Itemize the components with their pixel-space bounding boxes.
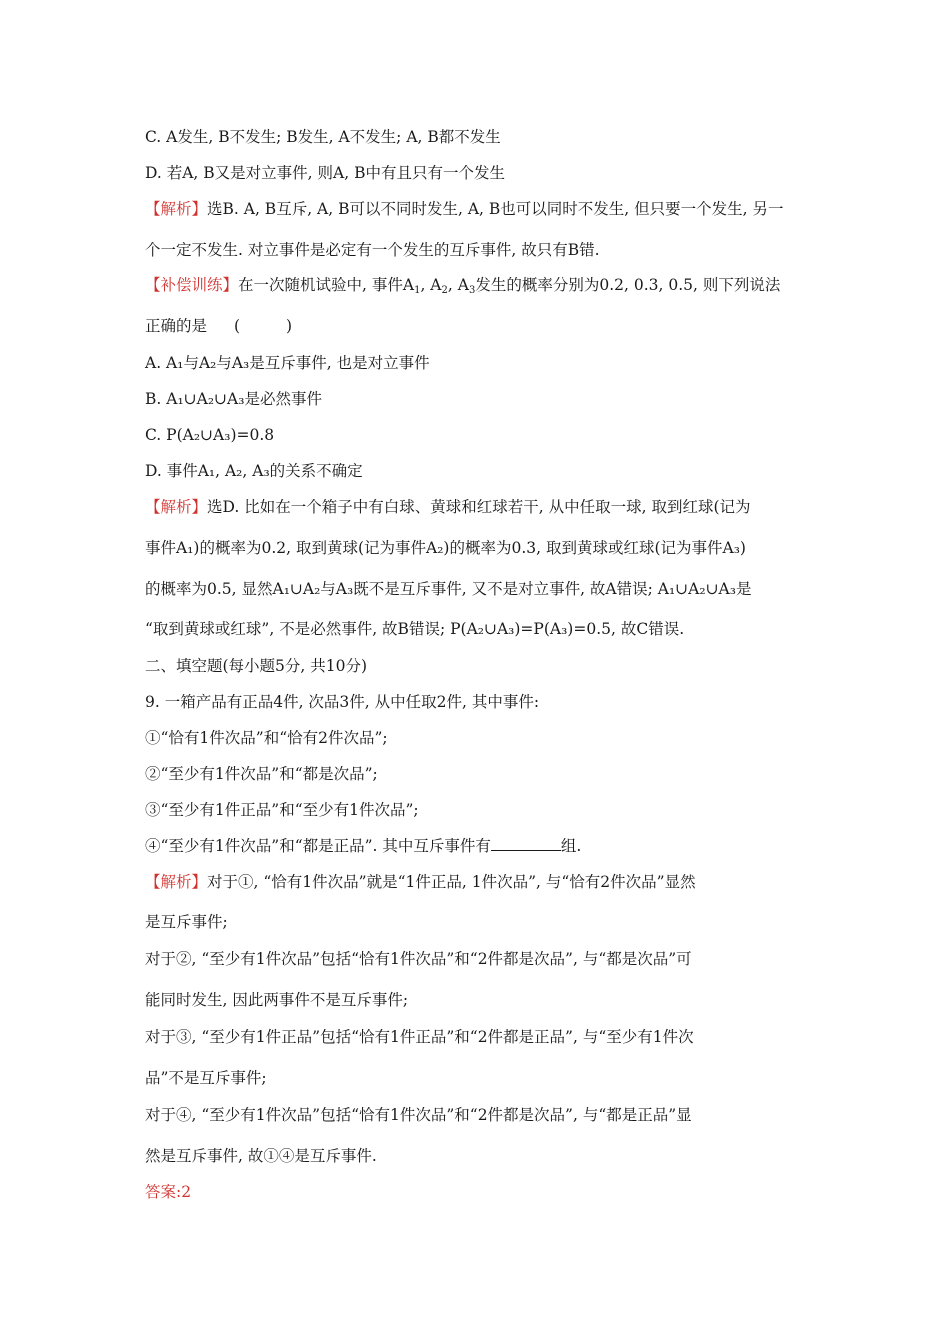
question-9-analysis xyxy=(145,872,810,892)
analysis-tag: 【解析】 xyxy=(145,200,208,218)
analysis-text-line: “取到黄球或红球”, 不是必然事件, 故B错误; P(A₂∪A₃)=P(A₃)=0.5, 故C错误. xyxy=(145,620,685,638)
supplement-stem-line2 xyxy=(145,316,810,336)
answer-paren-open: ( xyxy=(233,317,241,335)
option-c: C. A发生, B不发生; B发生, A不发生; A, B都不发生 xyxy=(145,128,501,146)
analysis-text-line: 事件A₁)的概率为0.2, 取到黄球(记为事件A₂)的概率为0.3, 取到黄球或红球(记为事件A₃) xyxy=(145,539,746,557)
supplement-stem: 【补偿训练】在一次随机试验中, 事件$A_1$, $A_2$, $A_3$发生的概率分别为0.2, 0.3, 0.5, 则下列说法 xyxy=(145,276,781,296)
analysis-text: 选B. A, B互斥, A, B可以不同时发生, A, B也可以同时不发生, 但只要一个发生, 另一 xyxy=(207,200,784,218)
subscript: 2 xyxy=(441,285,448,296)
subscript: 1 xyxy=(414,285,421,296)
item-text: 组. xyxy=(560,837,582,855)
question-9-item-4 xyxy=(145,836,810,856)
analysis-text: 对于①, “恰有1件次品”就是“1件正品, 1件次品”, 与“恰有2件次品”显然 xyxy=(207,873,696,891)
supplement-text: 在一次随机试验中, 事件A xyxy=(238,276,415,294)
analysis-text-line: 的概率为0.5, 显然A₁∪A₂与A₃既不是互斥事件, 又不是对立事件, 故A错误; A₁∪A₂∪A₃是 xyxy=(145,580,752,598)
question-9-stem: 9. 一箱产品有正品4件, 次品3件, 从中任取2件, 其中事件: xyxy=(145,693,540,711)
question-9-item-3: ③“至少有1件正品”和“至少有1件次品”; xyxy=(145,801,419,819)
supplement-option-a: A. A₁与A₂与A₃是互斥事件, 也是对立事件 xyxy=(145,354,430,372)
supplement-analysis xyxy=(145,497,810,517)
question-9-item-2: ②“至少有1件次品”和“都是次品”; xyxy=(145,765,378,783)
analysis-text-line: 对于③, “至少有1件正品”包括“恰有1件正品”和“2件都是正品”, 与“至少有1件次 xyxy=(145,1028,694,1046)
analysis-text-line: 能同时发生, 因此两事件不是互斥事件; xyxy=(145,991,409,1009)
option-d: D. 若A, B又是对立事件, 则A, B中有且只有一个发生 xyxy=(145,164,505,182)
analysis-text-line: 对于②, “至少有1件次品”包括“恰有1件次品”和“2件都是次品”, 与“都是次品”可 xyxy=(145,950,692,968)
supplement-option-c: C. P(A₂∪A₃)=0.8 xyxy=(145,426,275,444)
supplement-text: 发生的概率分别为0.2, 0.3, 0.5, 则下列说法 xyxy=(475,276,781,294)
answer: 答案:2 xyxy=(145,1183,192,1201)
analysis-tag: 【解析】 xyxy=(145,498,208,516)
subscript: 3 xyxy=(468,285,476,296)
analysis-text-line: 个一定不发生. 对立事件是必定有一个发生的互斥事件, 故只有B错. xyxy=(145,241,600,259)
supplement-text: 正确的是 xyxy=(145,317,208,335)
answer-paren-close: ) xyxy=(286,317,293,335)
supplement-option-b: B. A₁∪A₂∪A₃是必然事件 xyxy=(145,390,322,408)
analysis-paragraph xyxy=(145,199,810,219)
analysis-text: 选D. 比如在一个箱子中有白球、黄球和红球若干, 从中任取一球, 取到红球(记为 xyxy=(207,498,751,516)
item-text: ④“至少有1件次品”和“都是正品”. 其中互斥事件有 xyxy=(145,837,491,855)
analysis-text-line: 品”不是互斥事件; xyxy=(145,1069,267,1087)
section-title: 二、填空题(每小题5分, 共10分) xyxy=(145,657,368,675)
analysis-text-line: 对于④, “至少有1件次品”包括“恰有1件次品”和“2件都是次品”, 与“都是正品”显 xyxy=(145,1106,692,1124)
supplement-tag: 【补偿训练】 xyxy=(145,276,239,294)
question-9-item-1: ①“恰有1件次品”和“恰有2件次品”; xyxy=(145,729,388,747)
analysis-tag: 【解析】 xyxy=(145,873,208,891)
analysis-text-line: 是互斥事件; xyxy=(145,913,228,931)
answer-blank[interactable] xyxy=(491,836,561,851)
supplement-option-d: D. 事件A₁, A₂, A₃的关系不确定 xyxy=(145,462,363,480)
analysis-text-line: 然是互斥事件, 故①④是互斥事件. xyxy=(145,1147,377,1165)
